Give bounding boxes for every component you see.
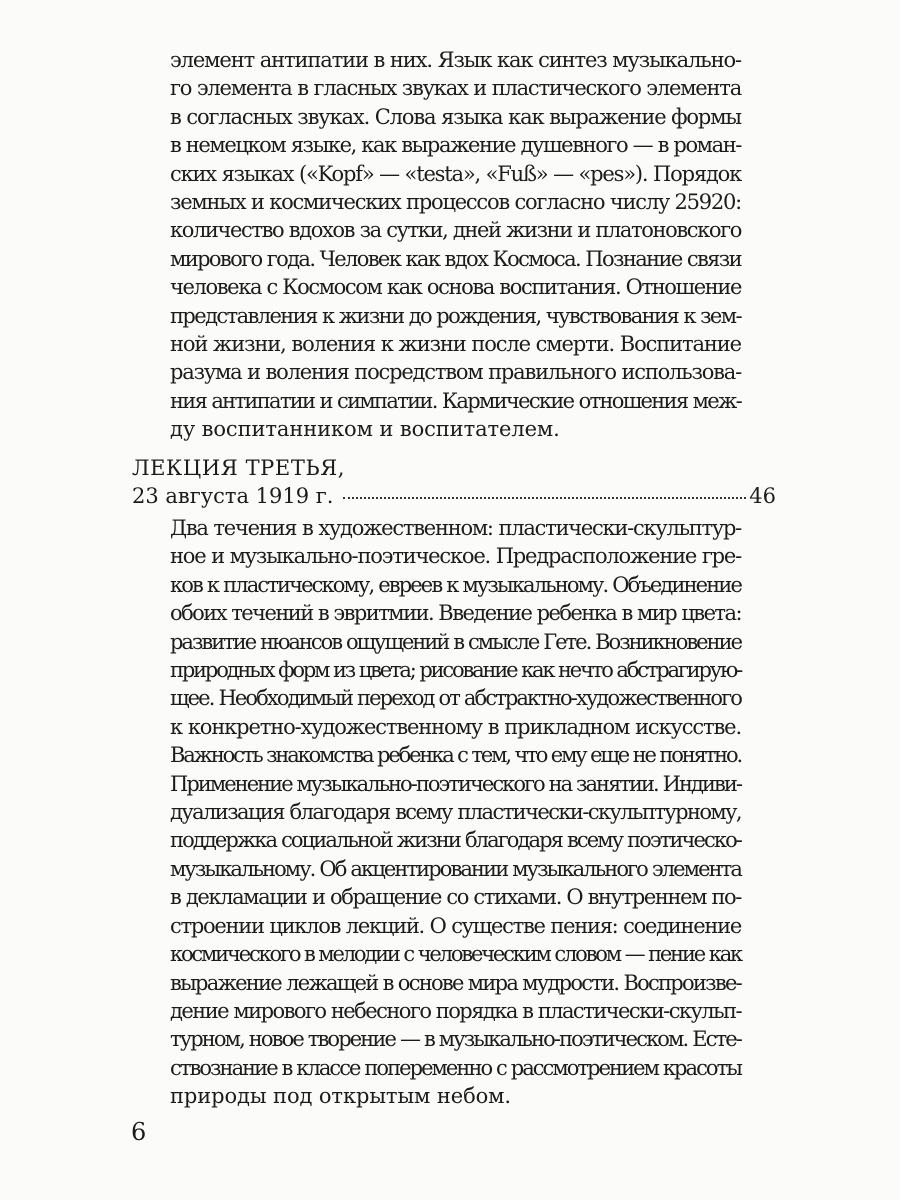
text-line: ное и музыкально-поэтическое. Предрасположение гре- (170, 544, 741, 569)
text-line: турном, новое творение — в музыкально-поэтическом. Есте- (170, 1027, 741, 1052)
text-line: количество вдохов за сутки, дней жизни и платоновского (170, 218, 741, 243)
lecture-heading: ЛЕКЦИЯ ТРЕТЬЯ, (132, 456, 346, 480)
lecture-three-summary (170, 514, 741, 1111)
text-line: в декламации и обращение со стихами. О внутреннем по- (170, 885, 741, 910)
text-line: ских языках («Kopf» — «testa», «Fuß» — «pes»). Порядок (170, 161, 741, 186)
text-line: элемент антипатии в них. Язык как синтез музыкально- (170, 48, 741, 72)
text-line: ной жизни, воления к жизни после смерти. Воспитание (170, 332, 741, 357)
lecture-two-summary (170, 46, 741, 444)
toc-page-number: 46 (749, 484, 776, 508)
text-line: природных форм из цвета; рисование как нечто абстрагирую- (170, 658, 741, 683)
text-line: поддержка социальной жизни благодаря всему поэтическо- (170, 828, 741, 853)
toc-entry (132, 484, 776, 508)
text-line: к конкретно-художественному в прикладном искусстве. (170, 714, 741, 739)
text-line: щее. Необходимый переход от абстрактно-художественного (170, 686, 741, 711)
text-line: выражение лежащей в основе мира мудрости. Воспроизве- (170, 970, 741, 995)
text-line: дение мирового небесного порядка в пластически-скульп- (170, 998, 741, 1023)
dot-leader (343, 497, 746, 499)
text-line: земных и космических процессов согласно числу 25920: (170, 190, 741, 215)
text-line: ду воспитанником и воспитателем. (170, 417, 560, 442)
text-line: Важность знакомства ребенка с тем, что ему еще не понятно. (170, 743, 741, 768)
text-line: Два течения в художественном: пластически-скульптур- (170, 516, 741, 540)
text-line: ствознание в классе попеременно с рассмотрением красоты (170, 1055, 741, 1080)
text-line: дуализация благодаря всему пластически-скульптурному, (170, 800, 741, 825)
text-line: обоих течений в эвритмии. Введение ребенка в мир цвета: (170, 601, 741, 626)
text-line: мирового года. Человек как вдох Космоса. Познание связи (170, 246, 741, 271)
text-line: разума и воления посредством правильного использова- (170, 360, 741, 385)
text-line: природы под открытым небом. (170, 1084, 511, 1109)
text-line: строении циклов лекций. О существе пения: соединение (170, 913, 741, 938)
text-line: в согласных звуках. Слова языка как выражение формы (170, 104, 741, 129)
text-line: ния антипатии и симпатии. Кармические отношения меж- (170, 388, 741, 413)
text-line: в немецком языке, как выражение душевного — в роман- (170, 133, 741, 158)
text-line: Применение музыкально-поэтического на занятии. Индиви- (170, 771, 741, 796)
text-line: музыкальному. Об акцентировании музыкального элемента (170, 856, 741, 881)
text-line: человека с Космосом как основа воспитания. Отношение (170, 275, 741, 300)
page-number: 6 (131, 1118, 147, 1146)
text-line: развитие нюансов ощущений в смысле Гете. Возникновение (170, 629, 741, 654)
text-line: представления к жизни до рождения, чувствования к зем- (170, 303, 741, 328)
lecture-date: 23 августа 1919 г. (132, 484, 334, 508)
text-line: космического в мелодии с человеческим словом — пение как (170, 942, 741, 967)
text-line: го элемента в гласных звуках и пластического элемента (170, 76, 741, 101)
text-line: ков к пластическому, евреев к музыкальному. Объединение (170, 572, 741, 597)
